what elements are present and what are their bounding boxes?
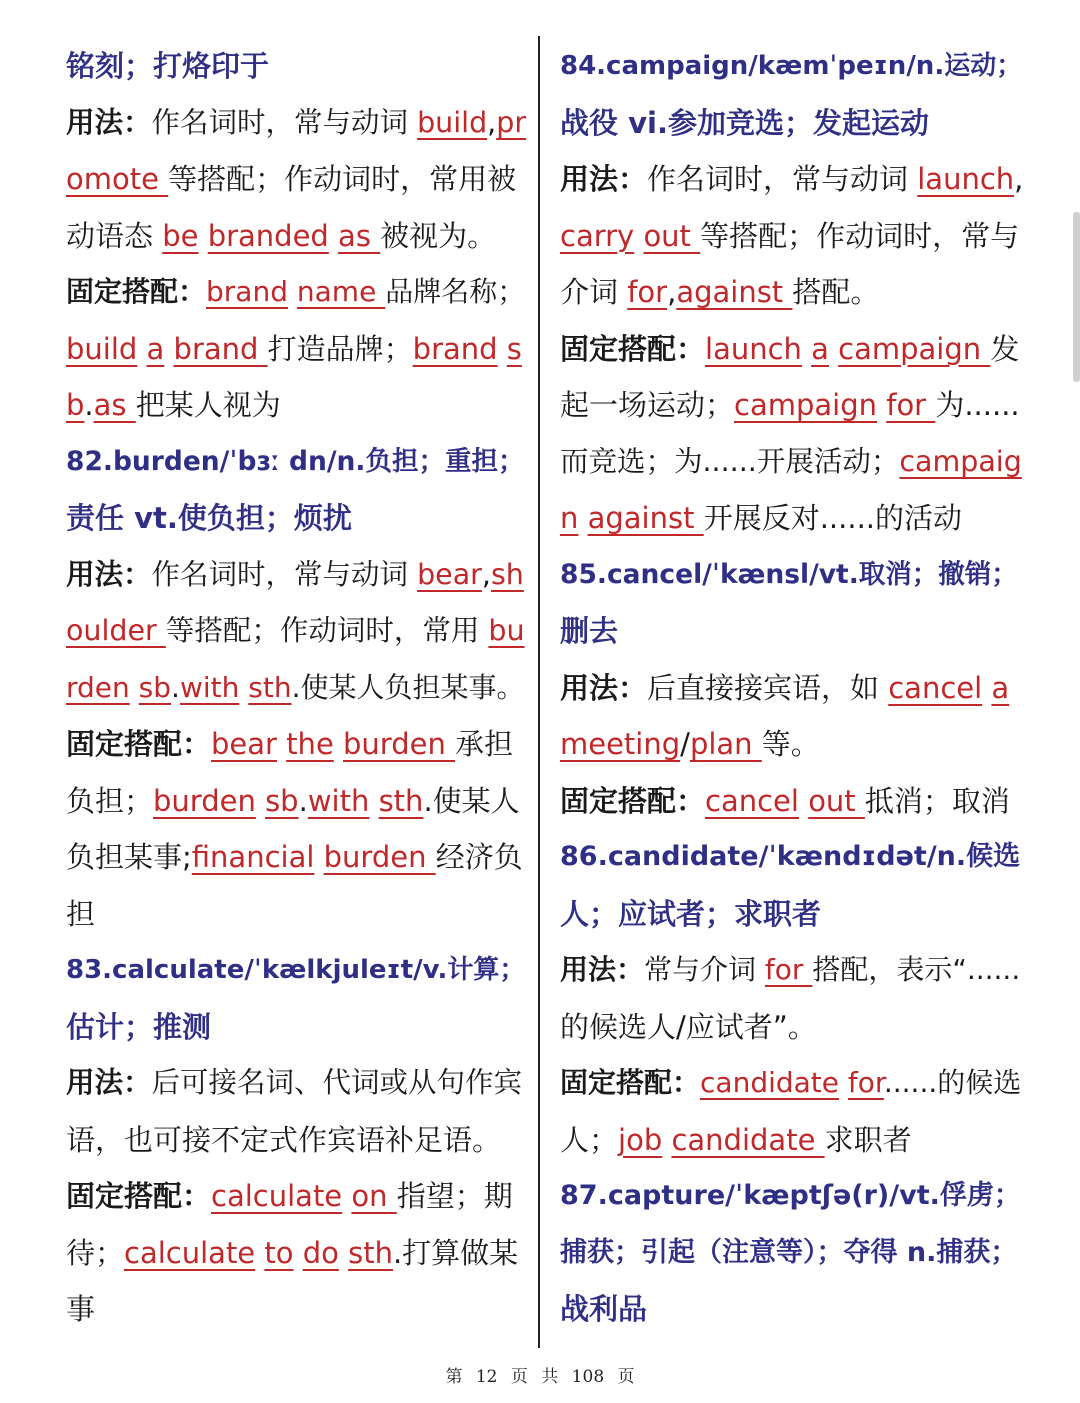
keyword-phrase: campaign [734,388,878,422]
body-text [498,332,507,366]
keyword-phrase: a [811,331,829,366]
right-line [560,773,1022,830]
keyword-phrase: for [886,388,936,422]
body-text: 而竞选；为......开展活动； [560,444,900,478]
body-text: / [680,727,690,761]
keyword-phrase: do [302,1235,339,1270]
section-label: 固定搭配： [560,1066,701,1099]
entry-heading: 86.candidate/ˈkændɪdət/n.候选 [560,841,1021,872]
section-label: 固定搭配： [66,275,207,308]
left-line [66,321,524,378]
scrollbar-thumb[interactable] [1073,212,1080,382]
body-text: , [667,275,677,309]
keyword-phrase: with [179,670,240,704]
body-text [137,332,146,366]
section-label: 用法： [66,105,152,139]
body-text [329,219,338,253]
section-label: 用法： [66,557,152,591]
left-line [66,773,524,830]
body-text: 品牌名称； [385,275,526,308]
body-text: 等搭配；作动词时，常用 [165,614,489,647]
keyword-phrase: be [162,218,199,253]
left-line [66,999,524,1056]
left-line [66,942,524,999]
right-line [560,264,1022,321]
keyword-phrase: launch [705,331,802,366]
right-line [560,1281,1022,1338]
body-text: .使某人 [423,783,520,818]
left-line [66,490,524,547]
keyword-phrase: build [66,331,138,366]
keyword-phrase: build [417,105,488,139]
keyword-phrase: financial [191,840,315,874]
entry-heading: 删去 [560,614,619,648]
keyword-phrase: brand [173,331,268,366]
keyword-phrase: sb [138,670,172,704]
body-text: 后可接名词、代词或从句作宾 [151,1066,523,1099]
right-line [560,1168,1022,1225]
body-text [288,275,297,308]
left-line [66,1112,524,1169]
body-text: .使某人负担某事。 [291,670,525,704]
keyword-phrase: rden [66,670,130,704]
entry-heading: 估计；推测 [66,1009,212,1044]
body-text [198,219,207,253]
keyword-phrase: oulder [66,614,166,647]
body-text: 作名词时，常与动词 [647,162,918,196]
section-label: 固定搭配： [560,783,706,818]
keyword-phrase: launch [917,162,1015,196]
keyword-phrase: carry [560,218,635,253]
entry-heading: 87.capture/ˈkæptʃə(r)/vt.俘虏； [560,1180,1021,1211]
body-text [256,784,265,818]
body-text [314,840,323,874]
right-column [560,38,1022,1338]
body-text [839,1066,848,1099]
left-line [66,38,524,95]
body-text: 抵消；取消 [864,783,1010,818]
left-line [66,829,524,886]
section-label: 固定搭配： [66,1179,212,1213]
left-line [66,264,524,321]
entry-heading: 铭刻；打烙印于 [66,49,270,83]
left-line [66,1168,524,1225]
keyword-phrase: candidate [671,1122,825,1157]
body-text: 承担 [455,727,514,761]
body-text: 搭配，表示“...... [812,953,1021,986]
right-line [560,1225,1022,1282]
right-line [560,660,1022,717]
keyword-phrase: for [847,1066,884,1099]
keyword-phrase: out [808,783,865,818]
right-line [560,490,1022,547]
keyword-phrase: calculate [211,1179,343,1213]
body-text: ......的候选 [883,1066,1022,1099]
keyword-phrase: brand [412,331,498,366]
body-text: 介词 [560,275,628,309]
left-line [66,208,524,265]
keyword-phrase: branded [207,218,329,253]
entry-heading: 83.calculate/ˈkælkjuleɪt/v.计算； [66,955,526,985]
keyword-phrase: bear [417,557,482,591]
keyword-phrase: candidate [700,1066,840,1099]
body-text: . [298,783,308,818]
body-text: 作名词时，常与动词 [151,105,418,139]
body-text: 指望；期 [396,1179,513,1213]
keyword-phrase: a [991,670,1010,705]
body-text [130,671,139,704]
body-text: 发 [990,331,1020,366]
right-line [560,999,1022,1056]
keyword-phrase: sh [490,557,524,591]
body-text: 负担； [66,783,154,818]
body-text: 等搭配；作动词时，常用被 [168,162,517,196]
right-line [560,38,1022,95]
left-line [66,1055,524,1112]
keyword-phrase: against [676,275,793,309]
body-text: 等。 [761,727,820,761]
left-line [66,95,527,152]
body-text [578,501,587,535]
body-text [369,784,378,818]
right-line [560,208,1022,265]
keyword-phrase: name [296,275,386,308]
keyword-phrase: meeting [560,727,681,761]
body-text: 人； [560,1122,619,1157]
right-line [560,716,1022,773]
entry-heading: 捕获；引起（注意等）；夺得 n.捕获； [560,1236,1018,1268]
body-text: 待； [66,1235,125,1270]
column-divider [538,36,540,1348]
body-text: 担 [66,896,96,931]
entry-heading: 战利品 [560,1292,648,1326]
left-line [66,547,524,604]
right-line [560,547,1022,604]
right-line [560,377,1022,434]
keyword-phrase: cancel [705,783,799,818]
body-text: , [487,105,497,139]
body-text: . [84,388,94,422]
body-text [277,727,286,761]
entry-heading: 人；应试者；求职者 [560,896,822,931]
keyword-phrase: pr [496,105,527,139]
keyword-phrase: sb [265,783,299,818]
body-text: 常与介词 [644,953,765,986]
keyword-phrase: job [618,1122,663,1157]
keyword-phrase: as [338,218,381,253]
right-line [560,829,1022,886]
keyword-phrase: sth [348,1235,393,1270]
keyword-phrase: campaign [838,331,991,366]
right-line [560,95,1022,152]
body-text [239,671,248,704]
right-line [560,321,1022,378]
body-text: , [481,557,491,591]
keyword-phrase: burden [323,840,436,874]
left-column [66,38,527,1338]
section-label: 用法： [560,953,645,986]
body-text: 负担某事; [66,840,192,874]
body-text: 后直接接宾语，如 [647,670,889,705]
section-label: 用法： [66,1066,152,1099]
keyword-phrase: against [587,501,704,535]
keyword-phrase: out [643,218,701,253]
body-text: 语，也可接不定式作宾语补足语。 [66,1122,502,1157]
body-text: 等搭配；作动词时，常与 [700,218,1020,253]
body-text [799,784,808,818]
keyword-phrase: sth [378,783,424,818]
left-line [66,377,524,434]
left-line [66,886,524,943]
body-text: 起一场运动； [560,388,735,422]
keyword-phrase: burden [343,727,456,761]
keyword-phrase: omote [66,162,169,196]
body-text: 动语态 [66,218,163,253]
keyword-phrase: on [351,1179,397,1213]
entry-heading: 战役 vi.参加竞选；发起运动 [560,105,929,140]
keyword-phrase: a [146,331,165,366]
right-line [560,1112,1022,1169]
entry-heading: 责任 vt.使负担；烦扰 [66,501,352,535]
keyword-phrase: the [286,727,334,761]
left-line [66,716,524,773]
right-line [560,434,1022,491]
body-text: 开展反对......的活动 [703,501,963,535]
body-text: 经济负 [435,840,523,874]
left-line [66,1281,524,1338]
body-text: 为...... [935,388,1020,422]
body-text: 事 [66,1292,96,1326]
body-text [164,332,173,366]
body-text: . [171,670,180,704]
right-line [560,151,1022,208]
body-text [339,1236,348,1270]
keyword-phrase: plan [689,727,762,761]
body-text: 的候选人/应试者”。 [560,1009,817,1044]
keyword-phrase: for [627,275,668,309]
body-text: 求职者 [824,1122,912,1157]
body-text [294,1236,303,1270]
body-text: .打算做某 [392,1235,519,1270]
keyword-phrase: as [93,388,136,422]
keyword-phrase: cancel [888,670,983,705]
left-line [66,660,524,717]
right-line [560,886,1022,943]
body-text: 把某人视为 [135,388,281,422]
keyword-phrase: to [264,1235,294,1270]
keyword-phrase: bear [211,727,277,761]
right-line [560,603,1022,660]
left-line [66,151,524,208]
body-text [342,1179,351,1213]
keyword-phrase: calculate [124,1235,256,1270]
keyword-phrase: for [764,953,813,986]
page-footer: 第 12 页 共 108 页 [445,1367,635,1387]
keyword-phrase: campaig [899,444,1022,478]
right-line [560,942,1022,999]
section-label: 用法： [560,162,648,196]
body-text [334,727,343,761]
keyword-phrase: n [560,501,579,535]
section-label: 固定搭配： [66,727,212,761]
right-line [560,1055,1022,1112]
keyword-phrase: s [506,331,522,366]
keyword-phrase: brand [206,275,288,308]
entry-heading: 84.campaign/kæmˈpeɪn/n.运动； [560,51,1023,81]
entry-heading: 85.cancel/ˈkænsl/vt.取消；撤销； [560,558,1018,590]
left-line [66,434,524,491]
left-line [66,603,524,660]
keyword-phrase: bu [488,614,525,647]
entry-heading: 82.burden/ˈbɜː dn/n.负担；重担； [66,445,525,477]
body-text: , [1014,162,1024,196]
body-text [829,332,838,366]
body-text: 被视为。 [380,218,497,253]
section-label: 固定搭配： [560,331,706,366]
body-text [877,388,886,422]
keyword-phrase: sth [248,670,292,704]
body-text: 打造品牌； [267,331,413,366]
section-label: 用法： [560,670,648,705]
body-text: 作名词时，常与动词 [151,557,418,591]
body-text [802,332,811,366]
keyword-phrase: with [307,783,370,818]
body-text [255,1236,264,1270]
left-line [66,1225,524,1282]
keyword-phrase: b [66,388,85,422]
body-text: 搭配。 [792,275,880,309]
keyword-phrase: burden [153,783,256,818]
